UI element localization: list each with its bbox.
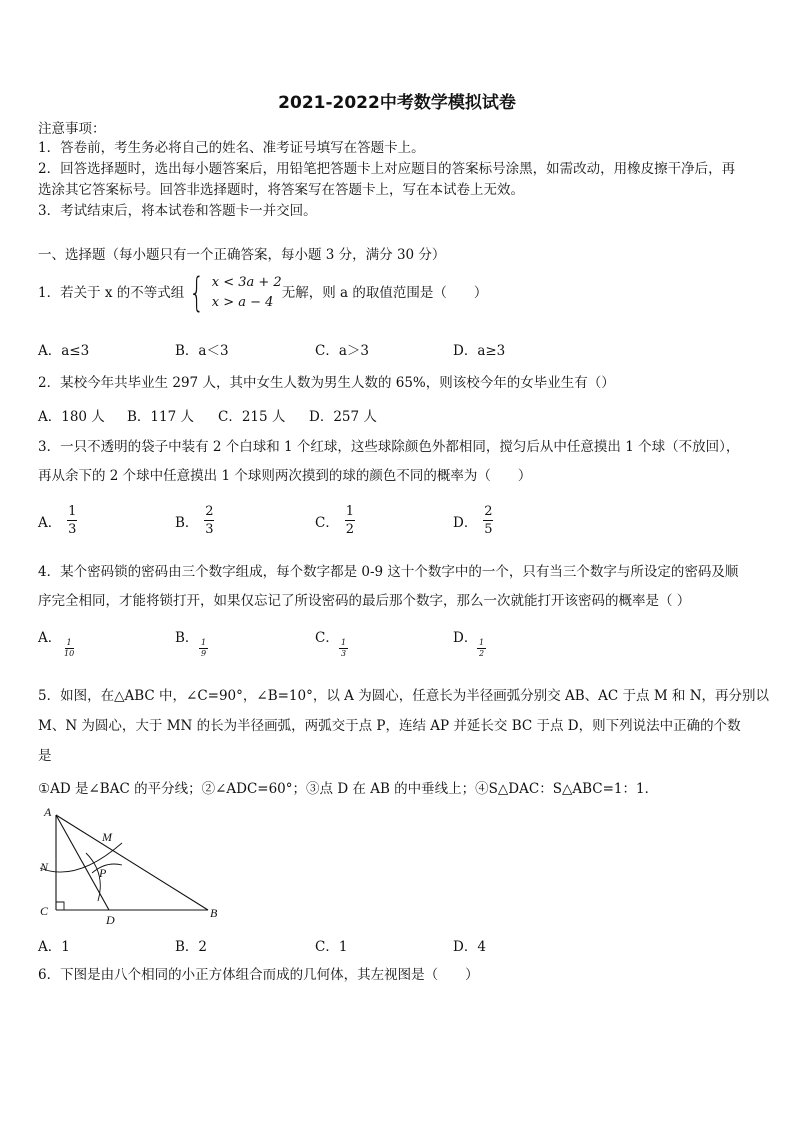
q5-option-b[interactable]: B．2 <box>175 939 208 955</box>
q1-option-b[interactable]: B．a＜3 <box>175 343 229 359</box>
question-5-line1: 5．如图，在△ABC 中，∠C=90°，∠B=10°，以 A 为圆心，任意长为半径画弧分别交 AB、AC 于点 M 和 N，再分别以 <box>38 688 770 704</box>
small-fraction <box>339 638 348 659</box>
q2-option-c[interactable]: C．215 人 <box>218 409 286 425</box>
q4-option-b-label: B． <box>175 630 199 646</box>
numerator: 1 <box>340 638 347 647</box>
numerator: 1 <box>200 638 207 647</box>
denominator: 5 <box>484 522 493 537</box>
question-3-line2: 再从余下的 2 个球中任意摸出 1 个球则两次摸到的球的颜色不同的概率为（ ） <box>38 468 532 484</box>
fraction <box>483 504 493 537</box>
question-3-line1: 3．一只不透明的袋子中装有 2 个白球和 1 个红球，这些球除颜色外都相同，搅匀后从中任意摸出 1 个球（不放回）， <box>38 439 740 455</box>
denominator: 2 <box>345 522 354 537</box>
q1-option-c[interactable]: C．a＞3 <box>315 343 369 359</box>
q5-option-c[interactable]: C．1 <box>315 939 348 955</box>
notice-heading: 注意事项： <box>38 121 106 137</box>
q1-prefix: 1．若关于 x 的不等式组 <box>38 285 185 301</box>
q1-option-d[interactable]: D．a≥3 <box>453 343 506 359</box>
inequality-system <box>184 270 282 316</box>
label-p: P <box>99 866 107 880</box>
q3-option-a-label: A． <box>38 514 62 531</box>
label-m: M <box>102 830 112 844</box>
denominator: 3 <box>340 649 347 658</box>
fraction <box>67 504 77 537</box>
notice-item-1: 1．答卷前，考生务必将自己的姓名、准考证号填写在答题卡上。 <box>38 140 425 156</box>
fraction <box>345 504 355 537</box>
label-c: C <box>40 904 49 918</box>
label-a: A <box>44 805 52 819</box>
inequality-2: x > a − 4 <box>211 295 274 310</box>
question-4-line2: 序完全相同，才能将锁打开，如果仅忘记了所设密码的最后那个数字，那么一次就能打开该密码的概率是（ ） <box>38 593 691 609</box>
question-5-statements: ①AD 是∠BAC 的平分线；②∠ADC=60°；③点 D 在 AB 的中垂线上；④S△DAC：S△ABC=1：1． <box>38 781 659 797</box>
denominator: 2 <box>478 649 485 658</box>
side-ab <box>56 815 208 910</box>
numerator: 2 <box>484 504 493 519</box>
arc-from-a <box>40 843 122 872</box>
notice-item-3: 3．考试结束后，将本试卷和答题卡一并交回。 <box>38 203 317 219</box>
numerator: 2 <box>205 504 214 519</box>
q4-option-d[interactable] <box>453 626 485 658</box>
denominator: 9 <box>200 649 207 658</box>
small-fraction <box>199 638 208 659</box>
q1-option-a[interactable]: A．a≤3 <box>38 343 90 359</box>
q4-option-a[interactable] <box>38 626 75 658</box>
label-b: B <box>210 906 218 920</box>
numerator: 1 <box>345 504 354 519</box>
question-2: 2．某校今年共毕业生 297 人，其中女生人数为男生人数的 65%，则该校今年的女毕业生有（） <box>38 375 615 391</box>
q2-option-a[interactable]: A．180 人 <box>38 409 105 425</box>
q3-option-b[interactable] <box>175 504 214 537</box>
q2-option-b[interactable]: B．117 人 <box>127 409 194 425</box>
numerator: 1 <box>478 638 485 647</box>
fraction <box>204 504 214 537</box>
denominator: 3 <box>68 522 77 537</box>
label-n: N <box>40 860 49 874</box>
q4-option-c-label: C． <box>315 630 339 646</box>
question-4-line1: 4．某个密码锁的密码由三个数字组成，每个数字都是 0-9 这十个数字中的一个，只有当三个数字与所设定的密码及顺 <box>38 564 739 580</box>
q4-option-a-label: A． <box>38 630 62 646</box>
small-fraction <box>64 638 74 659</box>
q3-option-c[interactable] <box>315 504 355 537</box>
q5-option-d[interactable]: D．4 <box>453 939 486 955</box>
q5-option-a[interactable]: A．1 <box>38 939 70 955</box>
question-6: 6．下图是由八个相同的小正方体组合而成的几何体，其左视图是（ ） <box>38 967 479 983</box>
brace-symbol: { <box>189 270 205 316</box>
q3-option-d-label: D． <box>453 514 478 531</box>
q1-suffix: 无解，则 a 的取值范围是（ ） <box>281 285 488 301</box>
small-fraction <box>477 638 486 659</box>
denominator: 3 <box>205 522 214 537</box>
q4-option-c[interactable] <box>315 626 347 658</box>
inequality-1: x < 3a + 2 <box>211 275 282 290</box>
numerator: 1 <box>68 504 77 519</box>
denominator: 10 <box>64 649 75 658</box>
numerator: 1 <box>66 638 72 647</box>
q3-option-a[interactable] <box>38 504 77 537</box>
question-5-line2: M、N 为圆心，大于 MN 的长为半径画弧，两弧交于点 P，连结 AP 并延长交 BC 于点 D，则下列说法中正确的个数 <box>38 718 741 734</box>
page-title: 2021-2022中考数学模拟试卷 <box>278 93 516 113</box>
q3-option-c-label: C． <box>315 514 339 531</box>
q4-option-d-label: D． <box>453 630 478 646</box>
q3-option-b-label: B． <box>175 514 199 531</box>
notice-item-2-line2: 选涂其它答案标号。回答非选择题时，将答案写在答题卡上，写在本试卷上无效。 <box>38 182 524 198</box>
q2-option-d[interactable]: D．257 人 <box>309 409 377 425</box>
section-heading: 一、选择题（每小题只有一个正确答案，每小题 3 分，满分 30 分） <box>38 247 446 263</box>
q3-option-d[interactable] <box>453 504 493 537</box>
question-1 <box>38 270 488 316</box>
right-angle-mark <box>56 902 64 910</box>
question-5-line3: 是 <box>38 748 52 764</box>
notice-item-2-line1: 2．回答选择题时，选出每小题答案后，用铅笔把答题卡上对应题目的答案标号涂黑，如需改动，用橡皮擦干净后，再 <box>38 161 736 177</box>
label-d: D <box>106 913 115 927</box>
triangle-figure <box>36 803 226 928</box>
q4-option-b[interactable] <box>175 626 207 658</box>
